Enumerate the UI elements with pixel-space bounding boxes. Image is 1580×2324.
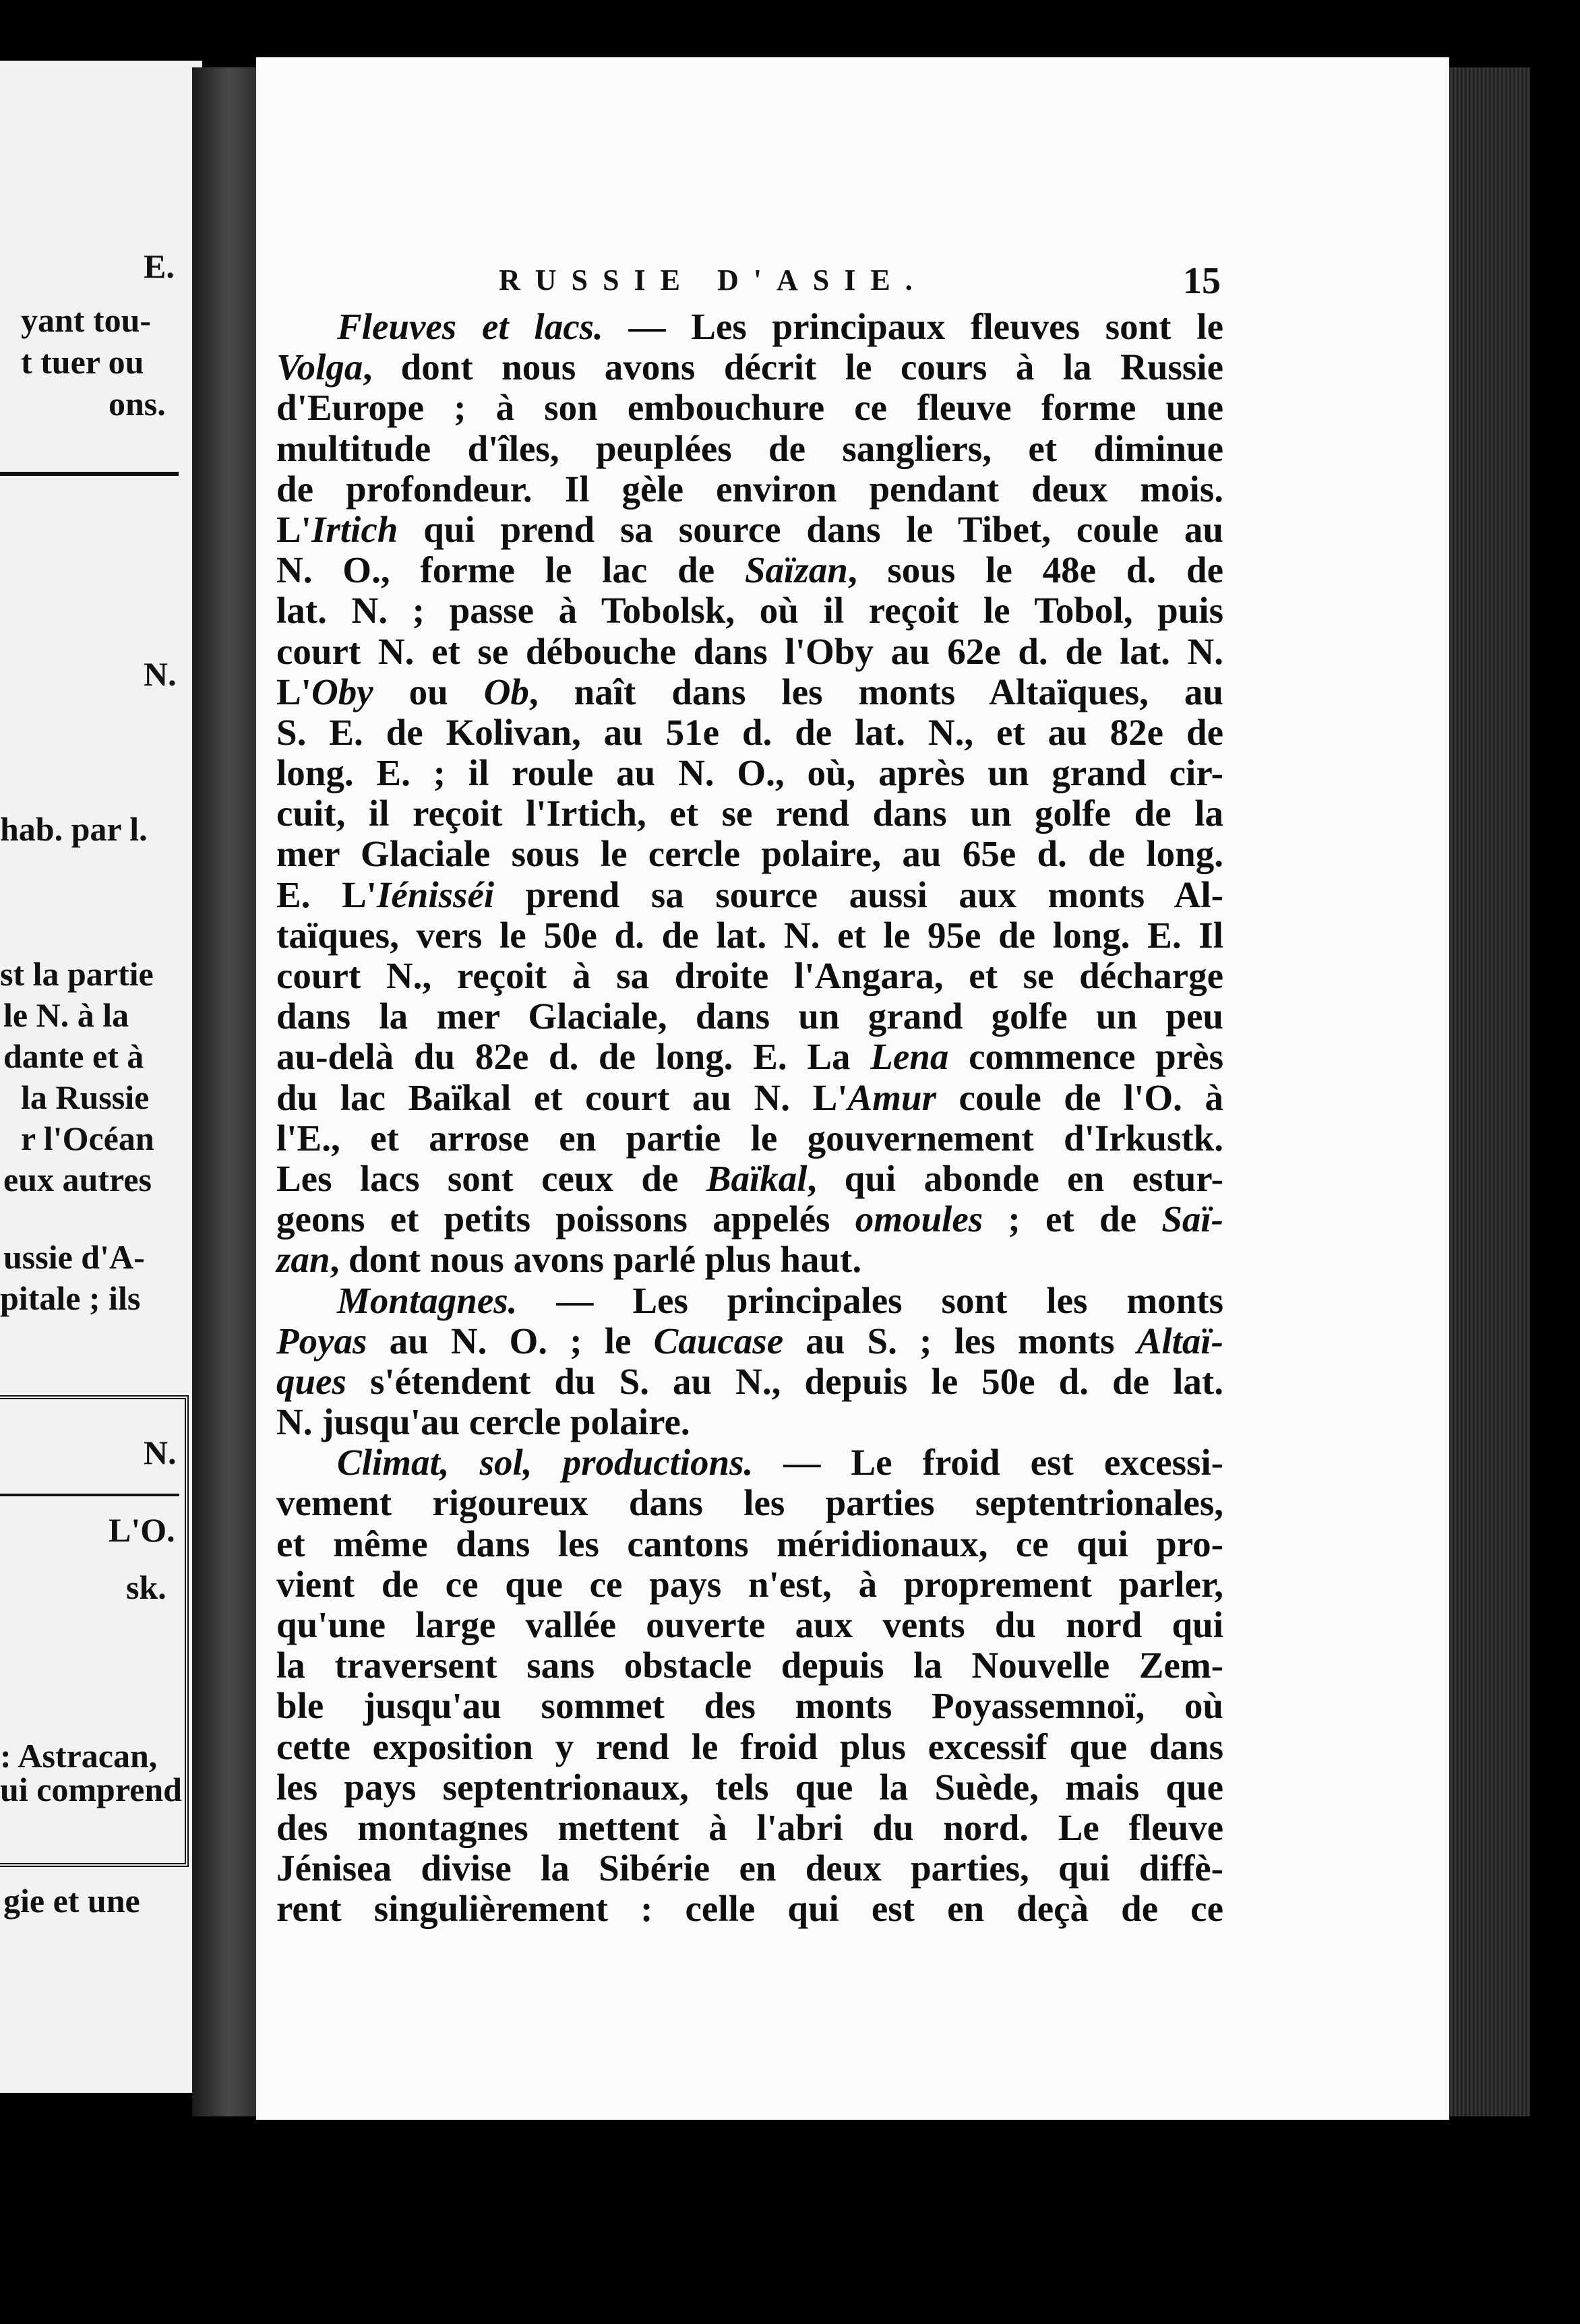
text-line — [276, 1483, 1223, 1523]
text-segment: du lac Baïkal et court au N. L' — [276, 1076, 848, 1118]
text-line — [276, 793, 1223, 834]
text-segment: Jénisea divise la Sibérie en deux parties, qui diffè- — [276, 1847, 1223, 1889]
text-segment: multitude d'îles, peuplées de sangliers, et diminue — [276, 427, 1223, 469]
text-segment: coule de l'O. à — [936, 1076, 1223, 1118]
italic-text: Lena — [870, 1036, 949, 1078]
text-line — [276, 1808, 1223, 1848]
text-line — [276, 1281, 1223, 1321]
text-segment: — Les principales sont les monts — [517, 1279, 1223, 1321]
italic-text: Ob — [483, 671, 529, 712]
italic-text: Saïzan — [744, 549, 848, 591]
text-line — [276, 1605, 1223, 1645]
italic-text: Montagnes. — [337, 1279, 518, 1321]
text-segment: les pays septentrionaux, tels que la Suède, mais que — [276, 1766, 1223, 1808]
text-segment: cuit, il reçoit l'Irtich, et se rend dans un golfe de la — [276, 793, 1223, 834]
text-segment: ble jusqu'au sommet des monts Poyassemnoï, où — [276, 1685, 1223, 1727]
italic-text: Iénisséi — [376, 874, 495, 915]
text-line — [276, 307, 1223, 347]
text-segment: L' — [276, 508, 311, 550]
left-page-fragment: N. — [144, 655, 177, 693]
text-line — [276, 672, 1223, 712]
running-head: RUSSIE D'ASIE. — [499, 264, 928, 297]
text-line — [276, 712, 1223, 753]
left-page — [0, 61, 202, 2093]
left-page-fragment: le N. à la — [3, 996, 129, 1034]
text-segment: et même dans les cantons méridionaux, ce qui pro- — [276, 1523, 1223, 1564]
text-line — [276, 834, 1223, 874]
text-segment: N. O., forme le lac de — [276, 549, 745, 591]
text-segment: mer Glaciale sous le cercle polaire, au 65e d. de long. — [276, 833, 1223, 875]
text-segment: N. jusqu'au cercle polaire. — [276, 1401, 690, 1443]
text-line — [276, 1199, 1223, 1240]
text-line — [276, 1767, 1223, 1808]
text-segment: lat. N. ; passe à Tobolsk, où il reçoit le Tobol, puis — [276, 590, 1223, 632]
text-segment: cette exposition y rend le froid plus excessif que dans — [276, 1725, 1223, 1767]
text-line — [276, 915, 1223, 956]
text-segment: au N. O. ; le — [367, 1320, 654, 1362]
text-line — [276, 1402, 1223, 1442]
text-segment: vient de ce que ce pays n'est, à proprement parler, — [276, 1563, 1223, 1605]
italic-text: Fleuves et lacs. — [337, 306, 603, 347]
text-line — [276, 1727, 1223, 1767]
text-line — [276, 1442, 1223, 1483]
text-line — [276, 1524, 1223, 1564]
text-segment: au-delà du 82e d. de long. E. La — [276, 1036, 871, 1078]
left-page-fragment: yant tou- — [21, 301, 152, 339]
text-segment: commence près — [948, 1036, 1223, 1078]
text-line — [276, 1848, 1223, 1889]
text-line — [276, 875, 1223, 915]
left-page-fragment: ons. — [109, 385, 166, 423]
text-line — [276, 347, 1223, 388]
text-segment: geons et petits poissons appelés — [276, 1198, 855, 1240]
left-page-fragment: dante et à — [3, 1037, 144, 1075]
text-segment: ; et de — [983, 1198, 1162, 1240]
text-line — [276, 996, 1223, 1037]
left-page-fragment: ussie d'A- — [3, 1238, 145, 1276]
text-line — [276, 1078, 1223, 1118]
text-segment: s'étendent du S. au N., depuis le 50e d. de lat. — [346, 1360, 1223, 1402]
page-edges — [1449, 67, 1530, 2116]
text-segment: E. L' — [276, 874, 377, 915]
italic-text: Climat, sol, productions. — [337, 1442, 754, 1484]
text-segment: court N., reçoit à sa droite l'Angara, et se décharge — [276, 955, 1223, 996]
text-segment: de profondeur. Il gèle environ pendant deux mois. — [276, 468, 1223, 510]
text-line — [276, 1645, 1223, 1686]
text-line — [276, 1686, 1223, 1726]
body-text — [276, 307, 1223, 1930]
left-page-fragment: N. — [144, 1434, 177, 1471]
text-segment: ou — [373, 671, 484, 712]
left-page-fragment: : Astracan, — [0, 1737, 158, 1775]
italic-text: Oby — [311, 671, 373, 712]
text-line — [276, 1118, 1223, 1159]
left-page-fragment: L'O. — [109, 1511, 175, 1549]
text-segment: , dont nous avons parlé plus haut. — [330, 1239, 862, 1281]
italic-text: Irtich — [311, 508, 398, 550]
left-page-fragment: pitale ; ils — [0, 1279, 141, 1317]
left-page-fragment: gie et une — [3, 1882, 140, 1920]
text-segment: , dont nous avons décrit le cours à la Russie — [363, 346, 1223, 388]
left-page-fragment: E. — [144, 247, 175, 285]
text-line — [276, 1889, 1223, 1929]
text-line — [276, 1564, 1223, 1605]
text-line — [276, 510, 1223, 550]
text-segment: , sous le 48e d. de — [847, 549, 1223, 591]
text-line — [276, 469, 1223, 510]
text-segment: qu'une large vallée ouverte aux vents du nord qui — [276, 1604, 1223, 1645]
text-segment: taïques, vers le 50e d. de lat. N. et le 95e de long. E. Il — [276, 914, 1223, 956]
text-segment: d'Europe ; à son embouchure ce fleuve forme une — [276, 387, 1223, 429]
text-segment: prend sa source aussi aux monts Al- — [494, 874, 1223, 915]
text-line — [276, 1362, 1223, 1402]
text-segment: court N. et se débouche dans l'Oby au 62e d. de lat. N. — [276, 630, 1223, 672]
italic-text: Poyas — [276, 1320, 367, 1362]
italic-text: omoules — [855, 1198, 983, 1240]
italic-text: Volga — [276, 346, 363, 388]
text-line — [276, 1159, 1223, 1199]
left-page-fragment: ui comprend — [0, 1771, 182, 1808]
text-line — [276, 590, 1223, 631]
left-page-fragment: sk. — [126, 1568, 166, 1606]
text-segment: qui prend sa source dans le Tibet, coule au — [398, 508, 1223, 550]
page-number: 15 — [1183, 260, 1221, 302]
text-line — [276, 753, 1223, 793]
italic-text: Saï- — [1161, 1198, 1223, 1240]
text-segment: S. E. de Kolivan, au 51e d. de lat. N., et au 82e de — [276, 711, 1223, 753]
text-segment: au S. ; les monts — [783, 1320, 1137, 1362]
text-segment: — Le froid est excessi- — [753, 1442, 1223, 1484]
text-line — [276, 1240, 1223, 1280]
text-line — [276, 550, 1223, 590]
left-page-fragment: st la partie — [0, 955, 154, 993]
text-segment: long. E. ; il roule au N. O., où, après un grand cir- — [276, 752, 1223, 794]
left-page-fragment: la Russie — [21, 1078, 150, 1116]
text-segment: L' — [276, 671, 311, 712]
text-line — [276, 1037, 1223, 1077]
italic-text: Amur — [847, 1076, 936, 1118]
italic-text: Baïkal — [706, 1157, 808, 1199]
text-segment: dans la mer Glaciale, dans un grand golfe un peu — [276, 996, 1223, 1037]
text-segment: l'E., et arrose en partie le gouvernement d'Irkustk. — [276, 1117, 1223, 1159]
text-line — [276, 632, 1223, 672]
text-segment: des montagnes mettent à l'abri du nord. Le fleuve — [276, 1806, 1223, 1848]
text-line — [276, 956, 1223, 996]
left-rule-top — [0, 472, 179, 476]
left-page-fragment: eux autres — [3, 1161, 152, 1198]
italic-text: Altaï- — [1136, 1320, 1223, 1362]
text-segment: — Les principaux fleuves sont le — [603, 306, 1223, 347]
text-segment: , naît dans les monts Altaïques, au — [528, 671, 1223, 712]
text-segment: la traversent sans obstacle depuis la Nouvelle Zem- — [276, 1645, 1223, 1686]
text-segment: rent singulièrement : celle qui est en deçà de ce — [276, 1888, 1223, 1930]
text-segment: vement rigoureux dans les parties septentrionales, — [276, 1482, 1223, 1524]
left-page-fragment: hab. par l. — [0, 810, 148, 848]
text-segment: Les lacs sont ceux de — [276, 1157, 706, 1199]
text-segment: , qui abonde en estur- — [807, 1157, 1223, 1199]
text-line — [276, 388, 1223, 428]
italic-text: zan — [276, 1239, 330, 1281]
text-line — [276, 429, 1223, 469]
left-box-rule — [0, 1494, 179, 1496]
text-line — [276, 1321, 1223, 1362]
italic-text: ques — [276, 1360, 346, 1402]
italic-text: Caucase — [653, 1320, 784, 1362]
left-page-fragment: r l'Océan — [21, 1120, 154, 1157]
left-page-fragment: t tuer ou — [21, 343, 144, 381]
